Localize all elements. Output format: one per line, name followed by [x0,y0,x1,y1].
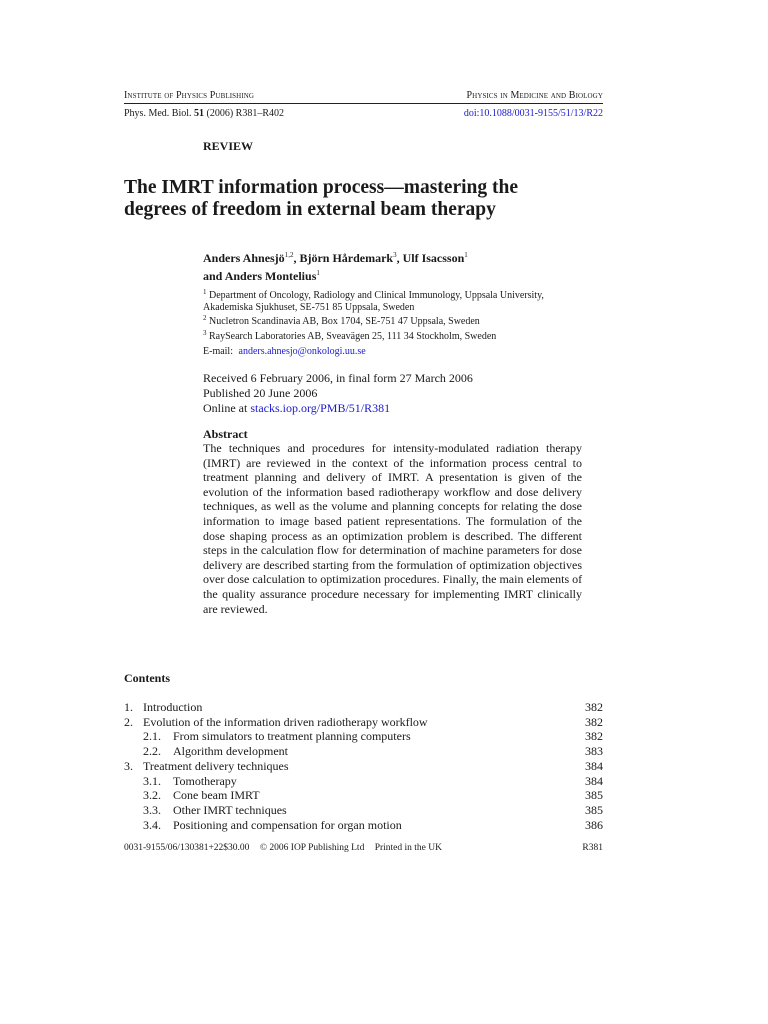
toc-title: Algorithm development [173,744,288,759]
toc-entry[interactable] [124,788,603,803]
toc-entry[interactable] [124,818,603,833]
author-affiliation-mark: 1 [464,251,468,259]
received-date: Received 6 February 2006, in final form 27 March 2006 [203,371,473,385]
toc-title: Cone beam IMRT [173,788,260,803]
abstract-line: techniques, as well as the volume and planning concepts for relating the dose [203,499,582,514]
author-name: Ulf Isacsson [402,251,465,265]
citation-volume: 51 [194,108,205,119]
toc-number: 3. [124,758,133,773]
affiliations [203,287,603,342]
toc-entry[interactable] [124,744,603,759]
abstract-body [203,441,582,616]
article-type: REVIEW [203,139,254,153]
toc-title: Introduction [143,700,203,714]
abstract-line: information to image based patient representations. The formulation of the [203,513,582,528]
toc-number: 2.2. [143,744,161,759]
affiliation-1-cont: Akademiska Sjukhuset, SE-751 85 Uppsala, Sweden [203,301,415,313]
toc-number: 2.1. [143,729,161,744]
citation-prefix: Phys. Med. Biol. [124,108,192,119]
toc-title: Tomotherapy [173,773,237,788]
abstract-line: treatment planning and delivery of IMRT. A presentation is given of the [203,470,582,485]
toc-number: 3.4. [143,817,161,832]
affiliation-mark: 3 [203,328,207,337]
contents-heading: Contents [124,671,171,685]
footer-copyright: © 2006 IOP Publishing Ltd [259,843,365,853]
toc-number: 3.3. [143,802,161,817]
publisher-header [124,90,254,101]
toc-entry[interactable] [124,803,603,818]
author-affiliation-mark: 1 [316,269,320,277]
toc-page: 386 [585,817,603,832]
footer-page-number: R381 [582,843,603,853]
toc-page: 385 [585,788,603,803]
author-and: and [203,269,225,283]
affiliation-mark: 2 [203,314,207,322]
abstract-line: dose shaping process as an optimization problem is described. The different [203,528,582,543]
toc-entry[interactable] [124,700,603,715]
citation [124,108,284,119]
online-line [203,401,473,416]
abstract-line: delivery are described starting from the formulation of optimization objectives [203,557,582,572]
toc-number: 2. [124,714,133,729]
email-link[interactable]: anders.ahnesjo@onkologi.uu.se [238,346,366,357]
publisher-name: Institute of Physics Publishing [124,90,255,101]
toc-page: 382 [585,714,603,729]
toc-entry[interactable] [124,729,603,744]
toc-entry[interactable] [124,715,603,730]
header-rule [124,103,603,104]
author-separator: , [293,251,300,265]
doi-link[interactable]: doi:10.1088/0031-9155/51/13/R22 [463,108,603,119]
abstract-line: the quality assurance procedure necessary for implementing IMRT clinically [203,586,582,601]
toc-page: 383 [585,744,603,759]
abstract-line: The techniques and procedures for intensity-modulated radiation therapy [203,441,582,455]
toc-number: 1. [124,700,133,714]
abstract-line: are reviewed. [203,601,268,616]
online-url[interactable]: stacks.iop.org/PMB/51/R381 [250,401,391,415]
author-separator: , [396,251,403,265]
affiliation-text: Department of Oncology, Radiology and Clinical Immunology, Uppsala University, [209,290,544,301]
toc-title: Other IMRT techniques [173,802,287,817]
toc-page: 382 [585,729,603,744]
author-name: Anders Ahnesjö [203,251,285,265]
affiliation-3 [203,328,603,343]
affiliation-1 [203,287,603,302]
toc-page: 384 [585,773,603,788]
article-title [124,177,604,221]
affiliation-mark: 1 [203,288,207,296]
online-label: Online at [203,401,248,415]
title-line-2: degrees of freedom in external beam therapy [124,199,496,220]
toc-title: From simulators to treatment planning computers [173,729,411,744]
abstract-line: steps in the calculation flow for determination of machine parameters for dose [203,543,582,558]
title-line-1: The IMRT information process—mastering the [124,177,518,198]
citation-rest: (2006) R381–R402 [206,108,285,119]
toc-entry[interactable] [124,759,603,774]
abstract-line: evolution of the information based radiotherapy workflow and dose delivery [203,484,582,499]
abstract-line: over dose calculation to optimization procedures. Finally, the main elements of [203,572,583,587]
journal-header [467,90,604,101]
publication-dates [203,371,473,416]
author-affiliation-mark: 1,2 [284,251,294,259]
toc-number: 3.2. [143,788,161,803]
toc-page: 385 [585,802,603,817]
toc-page: 384 [585,758,603,773]
affiliation-text: RaySearch Laboratories AB, Sveavägen 25, 111 34 Stockholm, Sweden [209,330,497,342]
toc-title: Treatment delivery techniques [143,758,289,773]
abstract-line: (IMRT) are reviewed in the context of the information process central to [203,455,582,470]
toc-entry[interactable] [124,774,603,789]
authors [203,248,603,284]
author-name: Björn Hårdemark [299,251,394,265]
footer-left [124,843,442,853]
footer-printed: Printed in the UK [374,843,442,853]
affiliation-text: Nucletron Scandinavia AB, Box 1704, SE-751 47 Uppsala, Sweden [209,316,480,327]
author-affiliation-mark: 3 [393,251,397,259]
journal-name: Physics in Medicine and Biology [466,90,603,101]
author-name: Anders Montelius [224,269,317,283]
affiliation-2 [203,313,603,328]
toc-title: Evolution of the information driven radiotherapy workflow [143,714,428,729]
published-date: Published 20 June 2006 [203,386,318,400]
email-label: E-mail: [203,346,233,357]
abstract-heading: Abstract [203,427,248,441]
toc-page: 382 [585,700,603,714]
toc-title: Positioning and compensation for organ motion [173,817,402,832]
toc-number: 3.1. [143,773,161,788]
footer-code: 0031-9155/06/130381+22$30.00 [124,843,250,853]
email-line [203,346,366,358]
